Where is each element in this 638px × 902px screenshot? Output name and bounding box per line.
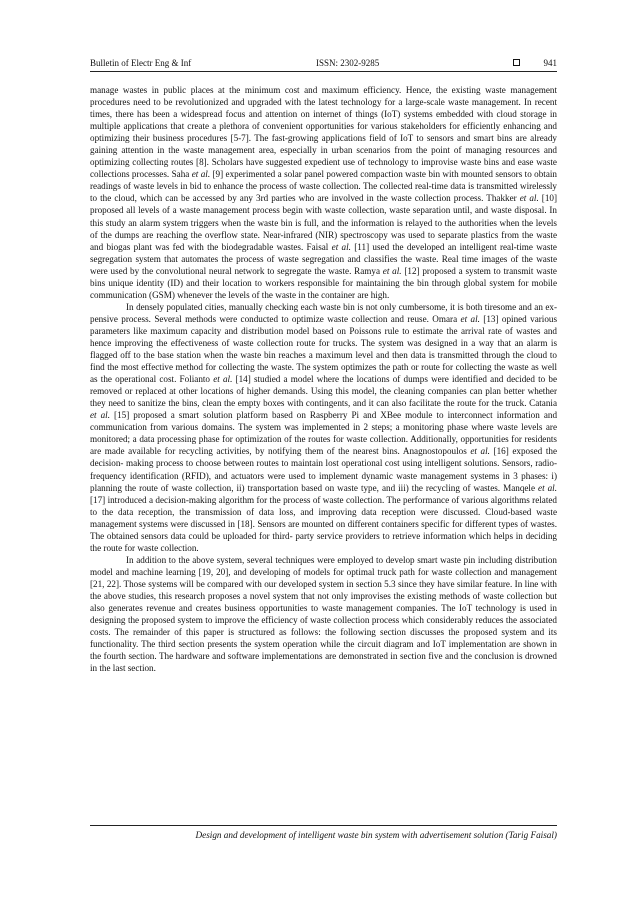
citation-et-al: et al. xyxy=(331,241,351,252)
text-run: [17] introduced a decision-making algorithm for the process of waste collection. The performance of various algorithms related to the data reception, the transmission of data loss, and improving data reception were discussed. Cloud-based waste management systems were discussed in [18]. Sensors are mounted on different containers specific for different types of wastes. The obtained sensors data could be uploaded for third- party service providers to retrieve information which helps in deciding the route for waste collection. xyxy=(90,494,557,553)
body-text xyxy=(90,84,557,674)
text-run: [11] used the developed an intelligent real-time waste segregation system that automates the process of waste segregation and classifies the waste. Real time images of the waste were used by the convolutional neural network to segregate the waste. Ramya xyxy=(90,241,557,276)
citation-et-al: et al. xyxy=(382,265,402,276)
text-run: [10] proposed all levels of a waste management process begin with waste collection, waste separation until, and waste disposal. In this study an alarm system triggers when the waste bin is full, and the information is relayed to the authorities when the levels of the dumps are reaching the overflow state. Near-infrared (NIR) spectroscopy was used to separate plastics from the waste and biogas plant was fed with the biodegradable wastes. Faisal xyxy=(90,193,558,252)
text-run: manage wastes in public places at the minimum cost and maximum efficiency. Hence, the existing waste management procedures need to be revolutionized and upgraded with the latest technology for a large-scale waste management. In recent times, there has been a widespread focus and attention on internet of things (IoT) systems embedded with cloud storage in multiple applications that create a plethora of convenient opportunities for various stakeholders for efficiently enhancing and optimizing their business procedures [5-7]. The fast-growing applications field of IoT to sensors and smart bins are already gaining attention in the waste management area, especially in urban scenarios from the point of managing resources and optimizing collecting routes [8]. Scholars have suggested expedient use of technology to improvise waste bins and ease waste collections processes. Saha xyxy=(90,85,557,180)
running-footer-title: Design and development of intelligent waste bin system with advertisement solution (Tarig Faisal) xyxy=(195,830,557,840)
running-header xyxy=(90,56,557,70)
text-run: [13] opined various parameters like maximum capacity and distribution model based on Poissons rule to estimate the arrival rate of wastes and hence improving the effectiveness of waste collection route for trucks. The system was designed in a way that an alarm is flagged off to the base station when the waste bin reaches a maximum level and then data is transmitted through the cloud to find the most effective method for collecting the waste. The system optimizes the path or route for collecting the waste as well as the operational cost. Folianto xyxy=(90,313,558,385)
page-number: 941 xyxy=(543,58,557,68)
citation-et-al: et al. xyxy=(191,169,211,180)
text-run: [15] proposed a smart solution platform based on Raspberry Pi and XBee module to interconnect information and communication from various domains. The system was implemented in 2 steps; a monitoring phase where waste levels are monitored; a data processing phase for optimization of the routes for waste collection. Additionally, opportunities for residents are made available for recycling activities, by notifying them of the nearest bins. Anagnostopoulos xyxy=(90,410,558,457)
text-run: [9] experimented a solar panel powered compaction waste bin with mounted sensors to obtain readings of waste levels in bid to enhance the process of waste collection. The collected real-time data is transmitted wirelessly to the cloud, which can be accessed by any 3rd parties who are involved in the waste collection process. Thakker xyxy=(90,169,557,204)
checkbox-square-icon xyxy=(513,59,520,66)
header-divider xyxy=(90,71,557,72)
citation-et-al: et al. xyxy=(90,410,110,421)
text-run: In addition to the above system, several techniques were employed to develop smart waste pin including distribution model and machine learning [19, 20], and developing of models for optimal truck path for waste collection and management [21, 22]. Those systems will be compared with our developed system in section 5.3 since they have similar feature. In line with the above studies, this research proposes a novel system that not only improvises the existing methods of waste collection but also generates revenue and creates business opportunities to waste management companies. The IoT technology is used in designing the proposed system to improve the efficiency of waste collection process which considerably reduces the associated costs. The remainder of this paper is structured as follows: the following section discusses the proposed system and its functionality. The third section presents the system operation while the circuit diagram and IoT implementation are shown in the fourth section. The hardware and software implementations are demonstrated in section five and the conclusion is drowned in the last section. xyxy=(90,554,557,674)
paragraph-1 xyxy=(90,84,557,301)
paragraph-3 xyxy=(90,554,557,674)
issn-number: ISSN: 2302-9285 xyxy=(316,58,380,68)
text-run: [12] proposed a system to transmit waste bins unique identity (ID) and their location to workers responsible for maintaining the bin through global system for mobile communication (GSM) whenever the levels of the waste in the container are high. xyxy=(90,265,557,300)
paragraph-2 xyxy=(90,301,557,554)
citation-et-al: et al. xyxy=(519,193,539,204)
journal-name: Bulletin of Electr Eng & Inf xyxy=(90,58,192,68)
citation-et-al: et al. xyxy=(470,446,490,457)
text-run: [16] exposed the decision- making process to choose between routes to maintain lost operational cost using intelligent solutions. Sensors, radio-frequency identification (RFID), and actuators were used to implement dynamic waste management systems in 3 phases: i) planning the route of waste collection, ii) transportation based on waste type, and iii) the recycling of wastes. Manqele xyxy=(90,446,557,493)
text-run: [14] studied a model where the locations of dumps were identified and decided to be removed or replaced at other locations of higher demands. Using this model, the cleaning companies can plan better whether they need to sanitize the bins, clean the empty boxes with contingents, and it can also facilitate the route for the truck. Catania xyxy=(90,374,558,409)
citation-et-al: et al. xyxy=(538,482,557,493)
citation-et-al: et al. xyxy=(213,374,233,385)
citation-et-al: et al. xyxy=(460,313,480,324)
text-run: In densely populated cities, manually checking each waste bin is not only cumbersome, it is both tiresome and an ex- pensive process. Several methods were conducted to optimize waste collection and reuse. Omara xyxy=(90,301,557,324)
footer-divider xyxy=(90,825,557,826)
